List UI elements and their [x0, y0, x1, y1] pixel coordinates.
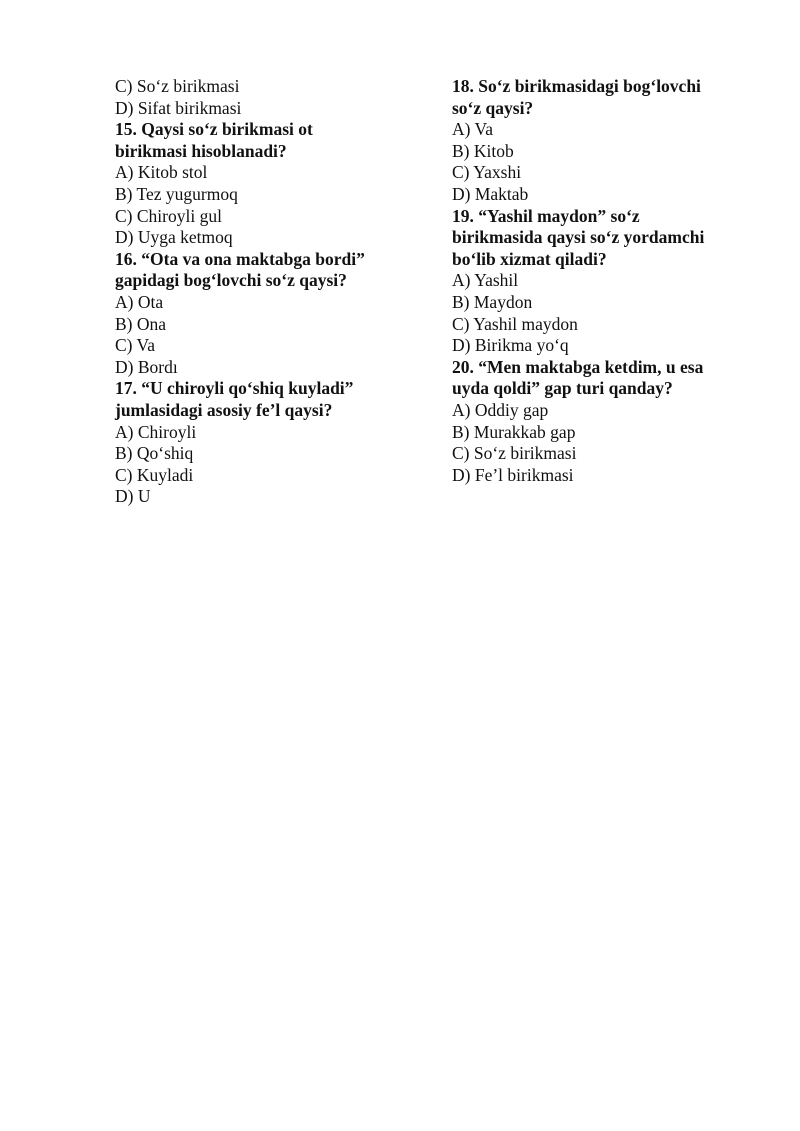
- question-17-text: jumlasidagi asosiy fe’l qaysi?: [115, 399, 333, 420]
- answer-option: B) Ona: [115, 313, 167, 334]
- answer-option: D) Sifat birikmasi: [115, 97, 242, 118]
- answer-option: C) Kuyladi: [115, 464, 194, 485]
- answer-option: A) Ota: [115, 291, 164, 312]
- question-18-text: 18. So‘z birikmasidagi bog‘lovchi: [452, 76, 701, 96]
- answer-option: A) Oddiy gap: [452, 399, 549, 420]
- answer-option: C) So‘z birikmasi: [115, 76, 240, 96]
- answer-option: C) Chiroyli gul: [115, 205, 222, 226]
- answer-option: B) Maydon: [452, 291, 533, 312]
- question-20-text: uyda qoldi” gap turi qanday?: [452, 378, 673, 399]
- answer-option: B) Kitob: [452, 140, 514, 161]
- answer-option: C) Yaxshi: [452, 162, 522, 183]
- left-column: [115, 76, 415, 508]
- question-19-text: 19. “Yashil maydon” so‘z: [452, 205, 640, 226]
- question-16-text: 16. “Ota va ona maktabga bordi”: [115, 248, 365, 269]
- question-20-text: 20. “Men maktabga ketdim, u esa: [452, 356, 704, 377]
- answer-option: D) Fe’l birikmasi: [452, 464, 574, 485]
- answer-option: A) Chiroyli: [115, 421, 197, 442]
- answer-option: D) U: [115, 486, 151, 507]
- answer-option: C) Yashil maydon: [452, 313, 578, 334]
- question-19-text: birikmasida qaysi so‘z yordamchi: [452, 227, 705, 248]
- question-17-text: 17. “U chiroyli qo‘shiq kuyladi”: [115, 378, 354, 399]
- right-column: [452, 76, 752, 486]
- answer-option: D) Birikma yo‘q: [452, 335, 569, 356]
- answer-option: D) Uyga ketmoq: [115, 227, 233, 248]
- question-19-text: bo‘lib xizmat qiladi?: [452, 248, 607, 269]
- answer-option: B) Murakkab gap: [452, 421, 576, 442]
- answer-option: D) Maktab: [452, 183, 529, 204]
- answer-option: D) Bordı: [115, 356, 178, 377]
- question-16-text: gapidagi bog‘lovchi so‘z qaysi?: [115, 270, 347, 291]
- answer-option: C) Va: [115, 335, 156, 356]
- answer-option: A) Yashil: [452, 270, 519, 291]
- answer-option: A) Va: [452, 119, 493, 140]
- answer-option: A) Kitob stol: [115, 162, 208, 183]
- question-15-text: 15. Qaysi so‘z birikmasi ot: [115, 119, 313, 140]
- answer-option: C) So‘z birikmasi: [452, 443, 577, 464]
- answer-option: B) Tez yugurmoq: [115, 183, 238, 204]
- question-18-text: so‘z qaysi?: [452, 97, 534, 118]
- answer-option: B) Qo‘shiq: [115, 443, 194, 464]
- question-15-text: birikmasi hisoblanadi?: [115, 140, 287, 161]
